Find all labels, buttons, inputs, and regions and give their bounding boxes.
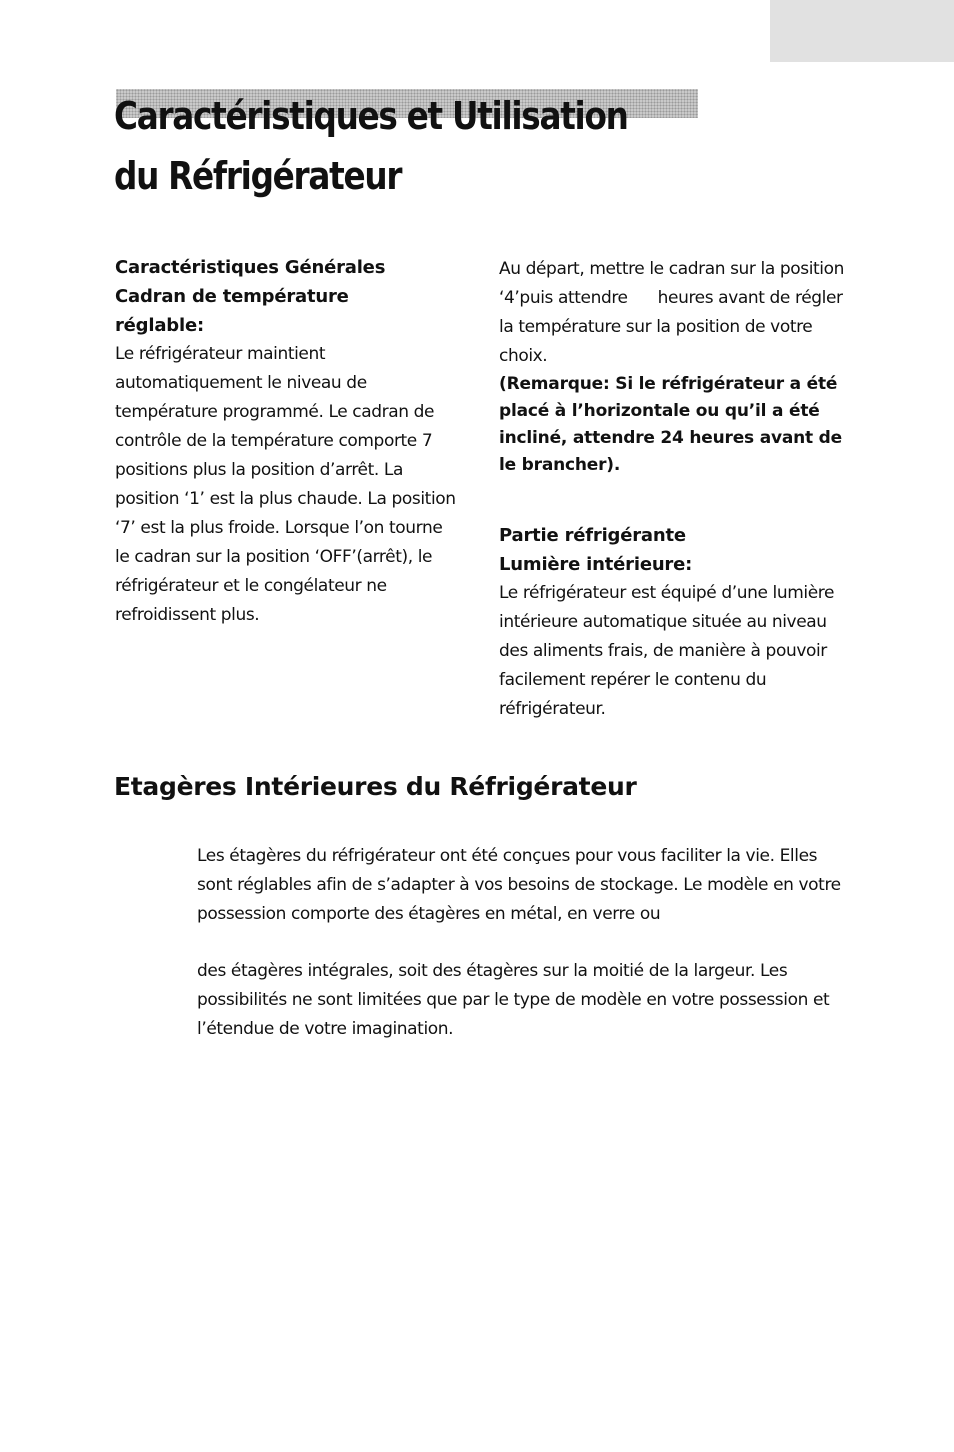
general-features-heading: Caractéristiques Générales xyxy=(115,257,386,278)
fresh-food-heading: Partie réfrigérante xyxy=(499,525,686,546)
temperature-dial-heading: Cadran de température xyxy=(115,286,349,307)
interior-light-body: Le réfrigérateur est équipé d’une lumière intérieure automatique située au niveau des aliments frais, de manière à pouvoir facilement repérer le contenu du réfrigérateur. xyxy=(499,583,835,719)
page-title xyxy=(114,86,628,206)
general-features-column xyxy=(115,253,460,630)
startup-column xyxy=(499,255,859,724)
startup-notice: (Remarque: Si le réfrigérateur a été placé à l’horizontale ou qu’il a été incliné, attendre 24 heures avant de le brancher). xyxy=(499,374,842,475)
shelves-section xyxy=(197,842,857,1044)
general-features-body: Le réfrigérateur maintient automatiquement le niveau de température programmé. Le cadran de contrôle de la température comporte 7 positions plus la position d’arrêt. La position ‘1’ est la plus chaude. La position ‘7’ est la plus froide. Lorsque l’on tourne le cadran sur la position ‘OFF’(arrêt), le réfrigérateur et le congélateur ne refroidissent plus. xyxy=(115,344,456,625)
corner-tab xyxy=(770,0,954,62)
shelves-paragraph-2: des étagères intégrales, soit des étagères sur la moitié de la largeur. Les possibilités ne sont limitées que par le type de modèle en votre possession et l’étendue de votre imagination. xyxy=(197,961,830,1039)
interior-light-heading: Lumière intérieure: xyxy=(499,554,693,575)
paragraph-gap xyxy=(197,929,857,957)
page-title-line-2: du Réfrigérateur xyxy=(114,154,402,198)
shelves-heading: Etagères Intérieures du Réfrigérateur xyxy=(114,772,637,801)
temperature-dial-heading-cont: réglable: xyxy=(115,315,204,336)
startup-body: Au départ, mettre le cadran sur la position ‘4’puis attendre heures avant de régler la température sur la position de votre choix. xyxy=(499,259,850,366)
page-title-line-1: Caractéristiques et Utilisation xyxy=(114,94,628,138)
shelves-paragraph-1: Les étagères du réfrigérateur ont été conçues pour vous faciliter la vie. Elles sont réglables afin de s’adapter à vos besoins de stockage. Le modèle en votre possession comporte des étagères en métal, en verre ou xyxy=(197,846,841,924)
